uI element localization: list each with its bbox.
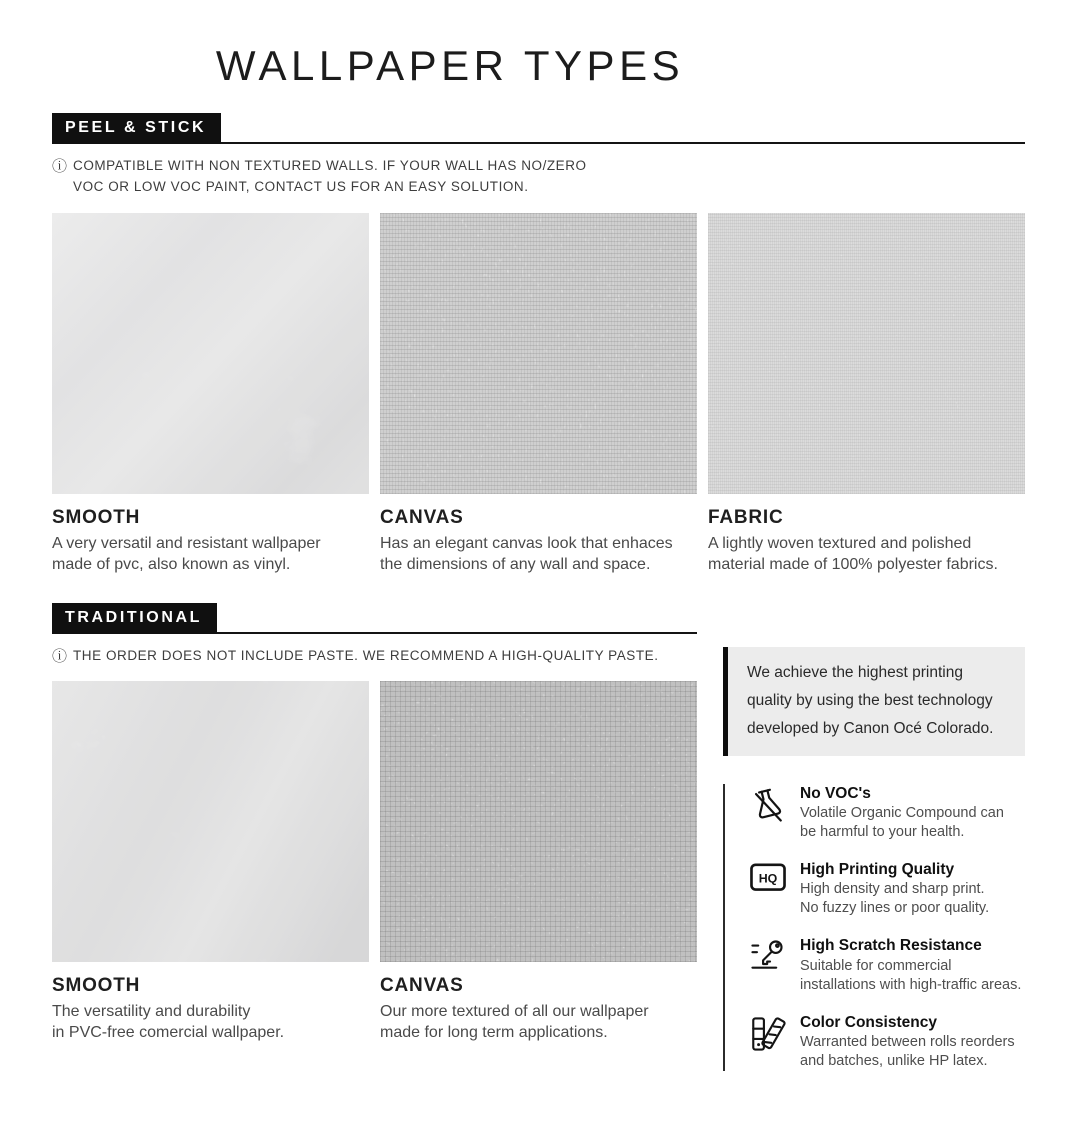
note-line: THE ORDER DOES NOT INCLUDE PASTE. WE RECOMMEND A HIGH-QUALITY PASTE. <box>73 647 659 663</box>
smooth-texture-sample <box>52 213 369 494</box>
desc-line: The versatility and durability <box>52 1003 251 1021</box>
swatch-name: CANVAS <box>380 507 464 529</box>
feature-title: Color Consistency <box>800 1013 937 1031</box>
swatch-label <box>380 975 697 1043</box>
printing-quality-highlight <box>723 647 1025 756</box>
swatch-card-smooth-traditional <box>52 681 369 1043</box>
swatch-card-canvas <box>380 213 697 575</box>
swatch-label <box>380 507 697 575</box>
desc-line: and batches, unlike HP latex. <box>800 1053 988 1070</box>
hq-badge-icon <box>749 860 787 918</box>
desc-line: made for long term applications. <box>380 1023 608 1041</box>
desc-line: the dimensions of any wall and space. <box>380 555 651 573</box>
swatch-description <box>708 534 1025 576</box>
feature-high-scratch-resistance <box>749 936 1025 994</box>
feature-title: High Scratch Resistance <box>800 937 982 955</box>
smooth-noise-overlay <box>52 681 369 962</box>
peel-stick-section-header <box>52 113 1025 144</box>
swatch-label <box>708 507 1025 575</box>
feature-description <box>800 880 989 918</box>
swatch-card-fabric <box>708 213 1025 575</box>
feature-text <box>800 784 1004 842</box>
info-icon: ⓘ <box>52 647 68 665</box>
burlap-noise-overlay <box>380 681 697 962</box>
title-wrap <box>52 44 848 88</box>
swatch-name: SMOOTH <box>52 507 141 529</box>
traditional-section-header <box>52 603 697 634</box>
desc-line: Suitable for commercial <box>800 957 952 974</box>
no-voc-flask-icon <box>749 784 787 842</box>
swatch-card-smooth <box>52 213 369 575</box>
peel-stick-note <box>52 156 1025 197</box>
swatch-name: CANVAS <box>380 975 464 997</box>
feature-high-printing-quality <box>749 860 1025 918</box>
desc-line: material made of 100% polyester fabrics. <box>708 555 998 573</box>
swatch-label <box>52 975 369 1043</box>
desc-line: A lightly woven textured and polished <box>708 534 972 552</box>
fabric-noise-overlay <box>708 213 1025 494</box>
canvas-noise-overlay <box>380 213 697 494</box>
peel-stick-note-text <box>73 156 587 197</box>
feature-text <box>800 936 1021 994</box>
scratch-key-icon <box>749 936 787 994</box>
swatch-card-canvas-traditional <box>380 681 697 1043</box>
feature-description <box>800 804 1004 842</box>
note-line: COMPATIBLE WITH NON TEXTURED WALLS. IF YOUR WALL HAS NO/ZERO <box>73 158 587 174</box>
note-line: VOC OR LOW VOC PAINT, CONTACT US FOR AN EASY SOLUTION. <box>73 178 529 194</box>
desc-line: Volatile Organic Compound can <box>800 804 1004 821</box>
swatch-description <box>52 534 369 576</box>
canvas-texture-sample <box>380 213 697 494</box>
printing-info-panel <box>723 647 1025 1071</box>
swatch-label <box>52 507 369 575</box>
desc-line: made of pvc, also known as vinyl. <box>52 555 291 573</box>
svg-text:HQ: HQ <box>758 871 778 886</box>
smooth-texture-sample <box>52 681 369 962</box>
smooth-noise-overlay <box>52 213 369 494</box>
highlight-line: developed by Canon Océ Colorado. <box>747 720 994 738</box>
traditional-swatch-grid <box>52 681 697 1043</box>
feature-text <box>800 860 989 918</box>
highlight-line: quality by using the best technology <box>747 692 993 710</box>
feature-description <box>800 957 1021 995</box>
feature-title: No VOC's <box>800 784 871 802</box>
feature-no-voc <box>749 784 1025 842</box>
peel-stick-badge: PEEL & STICK <box>52 113 221 144</box>
feature-description <box>800 1033 1015 1071</box>
feature-color-consistency <box>749 1013 1025 1071</box>
desc-line: A very versatil and resistant wallpaper <box>52 534 321 552</box>
swatch-description <box>380 534 697 576</box>
desc-line: Warranted between rolls reorders <box>800 1033 1015 1050</box>
swatch-name: FABRIC <box>708 507 784 529</box>
infographic-page <box>0 44 1080 1124</box>
traditional-badge: TRADITIONAL <box>52 603 217 634</box>
color-swatch-fan-icon <box>749 1013 787 1071</box>
page-title: WALLPAPER TYPES <box>215 42 685 89</box>
desc-line: Our more textured of all our wallpaper <box>380 1003 649 1021</box>
swatch-name: SMOOTH <box>52 975 141 997</box>
desc-line: installations with high-traffic areas. <box>800 976 1022 993</box>
feature-list <box>723 784 1025 1072</box>
swatch-description <box>52 1002 369 1044</box>
desc-line: be harmful to your health. <box>800 823 965 840</box>
desc-line: No fuzzy lines or poor quality. <box>800 900 990 917</box>
burlap-texture-sample <box>380 681 697 962</box>
peel-stick-swatch-grid <box>52 213 1025 575</box>
info-icon: ⓘ <box>52 158 68 176</box>
feature-text <box>800 1013 1015 1071</box>
fabric-texture-sample <box>708 213 1025 494</box>
desc-line: in PVC-free comercial wallpaper. <box>52 1023 285 1041</box>
feature-title: High Printing Quality <box>800 861 955 878</box>
traditional-note-text <box>73 646 658 668</box>
highlight-line: We achieve the highest printing <box>747 664 963 681</box>
desc-line: High density and sharp print. <box>800 881 985 898</box>
swatch-description <box>380 1002 697 1044</box>
desc-line: Has an elegant canvas look that enhaces <box>380 534 673 552</box>
